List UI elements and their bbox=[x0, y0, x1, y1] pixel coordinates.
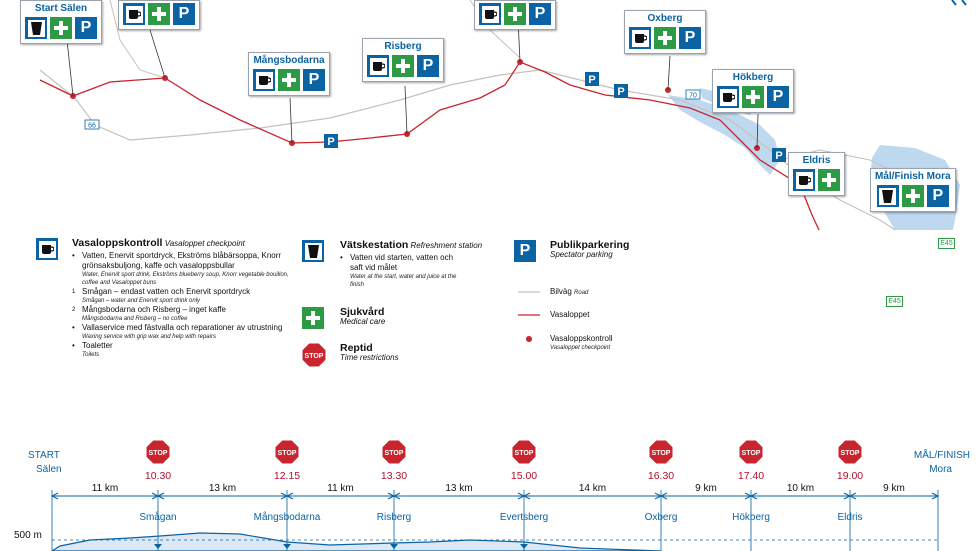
medical-cross-icon bbox=[50, 17, 72, 39]
corner-mark bbox=[952, 0, 966, 5]
segment-distance: 13 km bbox=[203, 483, 243, 494]
legend-checkpoint-item-small: Toilets bbox=[82, 352, 100, 358]
elevation-terrain bbox=[52, 533, 661, 551]
callout-start-salen bbox=[20, 0, 102, 44]
callout-title: Hökberg bbox=[732, 72, 774, 83]
legend-checkpoint bbox=[36, 238, 301, 359]
medical-cross-icon bbox=[742, 86, 764, 108]
svg-text:STOP: STOP bbox=[148, 450, 168, 457]
legend-checkpoint-item-small: Water, Enervit sport drink, Ekströms blueberry soup, Knorr vegetable bouillon, coffee and Vasaloppet buns bbox=[82, 272, 289, 286]
cutoff-time: 15.00 bbox=[510, 470, 538, 482]
checkpoint-name: Eldris bbox=[837, 512, 863, 523]
cutoff-time: 12.15 bbox=[273, 470, 301, 482]
stop-sign-icon bbox=[382, 440, 406, 464]
callout-risberg bbox=[362, 38, 444, 82]
callout-eldris bbox=[788, 152, 845, 196]
legend-road-title: Bilväg bbox=[550, 287, 572, 296]
medical-cross-icon bbox=[148, 3, 170, 25]
parking-icon: P bbox=[927, 185, 949, 207]
callout-title: Start Sälen bbox=[34, 3, 88, 14]
callout-oxberg bbox=[624, 10, 706, 54]
legend-route-title: Vasaloppet bbox=[550, 310, 590, 319]
legend-refreshment-title: Vätskestation bbox=[340, 239, 409, 251]
parking-marker bbox=[614, 84, 628, 98]
stop-sign-icon bbox=[649, 440, 673, 464]
legend-parking bbox=[514, 240, 714, 260]
svg-text:STOP: STOP bbox=[840, 450, 860, 457]
callout-title: Mångsbodarna bbox=[253, 55, 325, 66]
legend-checkpoint-item-text: Vallaservice med fästvalla och reparationer av utrustning bbox=[82, 323, 283, 332]
svg-text:STOP: STOP bbox=[384, 450, 404, 457]
medical-cross-icon bbox=[902, 185, 924, 207]
legend-checkpoint-item: • Toaletter Toilets bbox=[72, 341, 302, 359]
road-label-e45: E45 bbox=[938, 238, 955, 249]
legend-road bbox=[514, 287, 714, 297]
checkpoint-name: Hökberg bbox=[732, 512, 770, 523]
coffee-cup-icon bbox=[793, 169, 815, 191]
legend-refreshment-subtitle: Refreshment station bbox=[410, 241, 483, 250]
water-cup-icon bbox=[877, 185, 899, 207]
parking-marker bbox=[324, 134, 338, 148]
coffee-cup-icon bbox=[36, 238, 58, 260]
segment-distance: 10 km bbox=[781, 483, 821, 494]
stop-sign-icon bbox=[275, 440, 299, 464]
callout-title: Risberg bbox=[384, 41, 422, 52]
callout-mora bbox=[870, 168, 956, 212]
svg-text:STOP: STOP bbox=[514, 450, 534, 457]
legend-checkpoint-dot bbox=[514, 334, 714, 352]
svg-text:STOP: STOP bbox=[304, 353, 324, 360]
water-cup-icon bbox=[302, 240, 324, 262]
segment-distance: 9 km bbox=[874, 483, 914, 494]
road-label-70: 70 bbox=[689, 92, 697, 100]
cutoff-time: 13.30 bbox=[380, 470, 408, 482]
cutoff-time: 10.30 bbox=[144, 470, 172, 482]
legend-refreshment-small: Water at the start, water and juice at the finish bbox=[350, 274, 457, 288]
parking-icon: P bbox=[75, 17, 97, 39]
legend-parking-title: Publikparkering bbox=[550, 239, 630, 251]
parking-icon: P bbox=[173, 3, 195, 25]
callout-hokberg bbox=[712, 69, 794, 113]
parking-marker bbox=[585, 72, 599, 86]
stop-sign-icon bbox=[512, 440, 536, 464]
legend-medical-title: Sjukvård bbox=[340, 306, 385, 318]
medical-cross-icon bbox=[302, 307, 324, 329]
parking-icon: P bbox=[514, 240, 536, 262]
road-label-e45: E45 bbox=[886, 296, 903, 307]
profile-start-place: Sälen bbox=[36, 464, 62, 475]
medical-cross-icon bbox=[392, 55, 414, 77]
svg-text:P: P bbox=[588, 74, 596, 86]
medical-cross-icon bbox=[504, 3, 526, 25]
legend-checkpoint-item-small: Smågan – water and Enervit sport drink only bbox=[82, 298, 201, 304]
legend-checkpoint-item: • Vallaservice med fästvalla och reparationer av utrustning Waxing service with grip wax and help with repairs bbox=[72, 323, 302, 341]
legend-refreshment-text: Vatten vid starten, vatten och saft vid målet bbox=[350, 253, 454, 272]
svg-text:P: P bbox=[327, 136, 335, 148]
legend-checkpoint-item-text: Toaletter bbox=[82, 341, 113, 350]
legend-checkpoint-item: • Vatten, Enervit sportdryck, Ekströms blåbärsoppa, Knorr grönsaksbuljong, kaffe och vasaloppsbullar Water, Enervit sport drink, Ekströms blueberry soup, Knorr vegetable bouillon, coffee and Vasaloppet buns bbox=[72, 251, 302, 287]
stop-sign-icon bbox=[146, 440, 170, 464]
legend-restrictions-title: Reptid bbox=[340, 342, 373, 354]
elevation-profile bbox=[0, 430, 980, 551]
legend-restrictions bbox=[302, 343, 512, 363]
svg-text:STOP: STOP bbox=[741, 450, 761, 457]
legend-medical bbox=[302, 307, 512, 327]
callout-mangsbodarna bbox=[248, 52, 330, 96]
stop-sign-icon bbox=[838, 440, 862, 464]
svg-text:STOP: STOP bbox=[651, 450, 671, 457]
callout-smagan bbox=[118, 0, 200, 30]
medical-cross-icon bbox=[654, 27, 676, 49]
parking-icon: P bbox=[529, 3, 551, 25]
medical-cross-icon bbox=[278, 69, 300, 91]
legend-checkpoint-item: 1 Smågan – endast vatten och Enervit sportdryck Smågan – water and Enervit sport drink only bbox=[72, 287, 302, 305]
cutoff-time: 19.00 bbox=[836, 470, 864, 482]
legend-refreshment: Vätskestation Refreshment station • Vatten vid starten, vatten och saft vid målet Water at the start, water and juice at the finish bbox=[302, 240, 512, 289]
water-cup-icon bbox=[25, 17, 47, 39]
segment-distance: 11 km bbox=[85, 483, 125, 494]
cutoff-time: 17.40 bbox=[737, 470, 765, 482]
legend-checkpoint-item-text: Vatten, Enervit sportdryck, Ekströms blåbärsoppa, Knorr grönsaksbuljong, kaffe och vasaloppsbullar bbox=[82, 251, 282, 270]
svg-text:STOP: STOP bbox=[277, 450, 297, 457]
parking-marker bbox=[772, 148, 786, 162]
callout-evertsberg bbox=[474, 0, 556, 30]
legend-parking-subtitle: Spectator parking bbox=[550, 250, 613, 259]
legend-medical-subtitle: Medical care bbox=[340, 317, 386, 326]
checkpoint-name: Smågan bbox=[139, 512, 177, 523]
callout-title: Oxberg bbox=[647, 13, 683, 24]
svg-text:P: P bbox=[775, 150, 783, 162]
legend-checkpoint-item: 2 Mångsbodarna och Risberg – inget kaffe Mångsbodarna and Risberg – no coffee bbox=[72, 305, 302, 323]
legend-restrictions-subtitle: Time restrictions bbox=[340, 353, 399, 362]
profile-finish-label: MÅL/FINISH bbox=[913, 450, 970, 461]
stop-sign-icon bbox=[739, 440, 763, 464]
parking-icon: P bbox=[303, 69, 325, 91]
segment-distance: 13 km bbox=[439, 483, 479, 494]
legend-checkpoint-dot-subtitle: Vasaloppet checkpoint bbox=[550, 345, 611, 351]
coffee-cup-icon bbox=[367, 55, 389, 77]
profile-elevation-label: 500 m bbox=[14, 530, 42, 541]
road-label-66: 66 bbox=[88, 122, 96, 130]
legend-checkpoint-title: Vasaloppskontroll bbox=[72, 237, 163, 249]
checkpoint-name: Oxberg bbox=[644, 512, 678, 523]
checkpoint-name: Evertsberg bbox=[499, 512, 549, 523]
checkpoint-name: Risberg bbox=[376, 512, 412, 523]
legend-checkpoint-item-small: Waxing service with grip wax and help with repairs bbox=[82, 334, 216, 340]
callout-title: Mål/Finish Mora bbox=[875, 171, 951, 182]
coffee-cup-icon bbox=[253, 69, 275, 91]
medical-cross-icon bbox=[818, 169, 840, 191]
legend-checkpoint-subtitle: Vasaloppet checkpoint bbox=[164, 239, 245, 248]
coffee-cup-icon bbox=[717, 86, 739, 108]
coffee-cup-icon bbox=[629, 27, 651, 49]
legend-checkpoint-dot-title: Vasaloppskontroll bbox=[550, 334, 613, 343]
svg-text:P: P bbox=[617, 86, 625, 98]
profile-start-label: START bbox=[28, 450, 60, 461]
coffee-cup-icon bbox=[123, 3, 145, 25]
legend-road-subtitle: Road bbox=[574, 290, 589, 296]
segment-distance: 11 km bbox=[321, 483, 361, 494]
parking-icon: P bbox=[767, 86, 789, 108]
segment-distance: 9 km bbox=[686, 483, 726, 494]
stop-sign-icon bbox=[302, 343, 326, 367]
parking-icon: P bbox=[417, 55, 439, 77]
checkpoint-name: Mångsbodarna bbox=[253, 512, 321, 523]
coffee-cup-icon bbox=[479, 3, 501, 25]
legend-checkpoint-item-text: Smågan – endast vatten och Enervit sportdryck bbox=[82, 287, 251, 296]
legend-checkpoint-item-text: Mångsbodarna och Risberg – inget kaffe bbox=[82, 305, 226, 314]
segment-distance: 14 km bbox=[573, 483, 613, 494]
legend-checkpoint-item-small: Mångsbodarna and Risberg – no coffee bbox=[82, 316, 188, 322]
callout-title: Eldris bbox=[802, 155, 831, 166]
parking-icon: P bbox=[679, 27, 701, 49]
profile-finish-place: Mora bbox=[929, 464, 952, 475]
cutoff-time: 16.30 bbox=[647, 470, 675, 482]
legend-route bbox=[514, 310, 714, 320]
